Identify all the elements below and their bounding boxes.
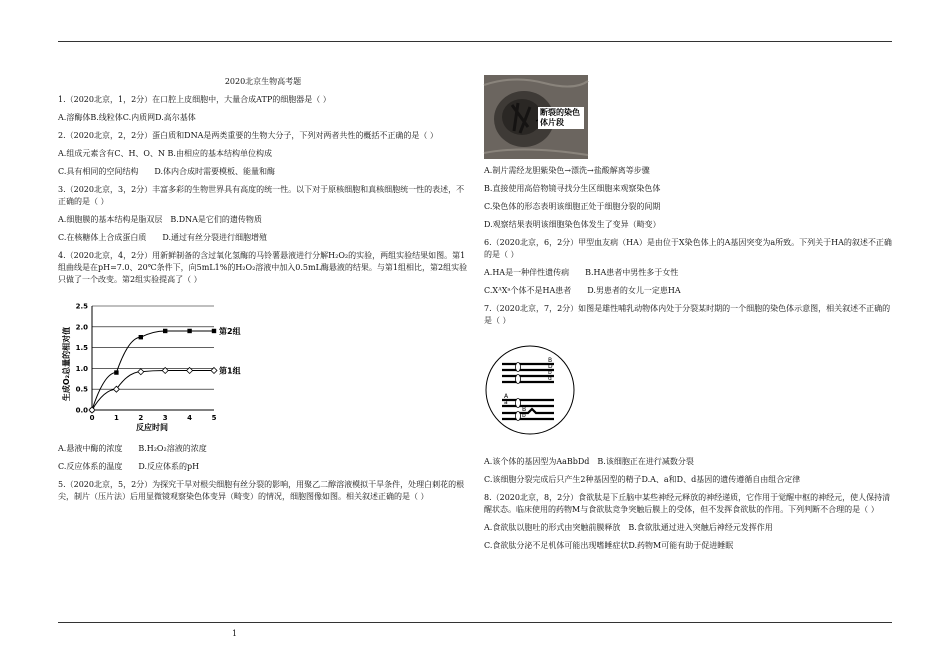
chart-y-tick-label: 0.0	[75, 406, 88, 415]
page-number: 1	[232, 629, 238, 638]
question-2-options-2: C.具有相同的空间结构 D.体内合成时需要模板、能量和酶	[58, 167, 276, 176]
chart-point	[163, 329, 167, 333]
chart-x-tick-label: 2	[138, 414, 144, 422]
chart-point	[187, 329, 191, 333]
left-column	[58, 76, 468, 292]
question-2-options-1: A.组成元素含有C、H、O、N B.由相应的基本结构单位构成	[58, 149, 272, 158]
chart-point	[212, 329, 216, 333]
chart-x-tick-label: 4	[187, 414, 193, 422]
question-7-options-2: C.该细胞分裂完成后只产生2种基因型的精子D.A、a和D、d基因的遗传遵循自由组合定律	[484, 475, 801, 484]
chart-x-tick-label: 0	[89, 414, 95, 422]
chart-point	[114, 370, 118, 374]
chart-y-tick-label: 0.5	[75, 385, 88, 394]
right-column	[484, 165, 892, 333]
gene-label: b	[548, 369, 552, 376]
chart-x-axis-label: 反应时间	[136, 423, 168, 432]
question-2: 2.（2020北京，2，2分）蛋白质和DNA是两类重要的生物大分子，下列对两者共性的概括不正确的是（ ）	[58, 131, 438, 140]
question-3: 3.（2020北京，3，2分）丰富多彩的生物世界具有高度的统一性。以下对于原核细胞和真核细胞统一性的表述，不正确的是（ ）	[58, 185, 465, 206]
reaction-chart	[58, 296, 241, 436]
chart-y-tick-label: 2.0	[75, 323, 88, 332]
question-3-options-1: A.细胞膜的基本结构是脂双层 B.DNA是它们的遗传物质	[58, 215, 262, 224]
chart-x-tick-label: 3	[162, 414, 168, 422]
question-6-options-1: A.HA是一种伴性遗传病 B.HA患者中男性多于女性	[484, 268, 679, 277]
question-5-option-b: B.直接使用高倍物镜寻找分生区细胞来观察染色体	[484, 184, 661, 193]
chart-y-tick-label: 1.5	[75, 344, 88, 353]
micrograph-image	[484, 75, 588, 159]
question-6: 6.（2020北京，6，2分）甲型血友病（HA）是由位于X染色体上的A基因突变为a所致。下列关于HA的叙述不正确的是（ ）	[484, 238, 892, 259]
question-6-options-2: C.XᴬXᵃ个体不是HA患者 D.男患者的女儿一定患HA	[484, 286, 681, 295]
question-7-options-1: A.该个体的基因型为AaBbDd B.该细胞正在进行减数分裂	[484, 457, 694, 466]
chart-series-label: 第2组	[219, 326, 241, 336]
question-3-options-2: C.在核糖体上合成蛋白质 D.通过有丝分裂进行细胞增殖	[58, 233, 268, 242]
chart-y-tick-label: 1.0	[75, 364, 88, 373]
chart-x-tick-label: 1	[113, 414, 119, 422]
question-5-option-d: D.观察结果表明该细胞染色体发生了变异（畸变）	[484, 220, 661, 229]
chart-series-line	[92, 370, 214, 410]
chart-series-label: 第1组	[219, 366, 241, 376]
chart-point	[139, 335, 143, 339]
question-4: 4.（2020北京，4，2分）用新鲜制备的含过氧化氢酶的马铃薯悬液进行分解H₂O₂的实验，两组实验结果如图。第1组曲线是在pH=7.0、20℃条件下，向5mL1%的H₂O₂溶液中加入0.5mL酶悬液的结果。与第1组相比，第2组实验只做了一个改变。第2组实验提高了（ ）	[58, 251, 468, 284]
chart-y-tick-label: 2.5	[75, 302, 88, 311]
right-column-lower	[484, 456, 892, 558]
photo-label: 断裂的染色体片段	[538, 107, 584, 129]
question-1-options: A.溶酶体B.线粒体C.内质网D.高尔基体	[58, 113, 196, 122]
question-8-options-1: A.食欲肽以胞吐的形式由突触前膜释放 B.食欲肽通过进入突触后神经元发挥作用	[484, 523, 773, 532]
question-5-option-c: C.染色体的形态表明该细胞正处于细胞分裂的间期	[484, 202, 661, 211]
top-rule	[58, 41, 892, 42]
chart-point	[138, 369, 144, 375]
chromosome-diagram	[484, 344, 576, 436]
page-title: 2020北京生物高考题	[224, 77, 302, 86]
left-column-lower	[58, 443, 468, 509]
gene-label: d	[548, 375, 552, 382]
question-5-option-a: A.制片需经龙胆紫染色→漂洗→盐酸解离等步骤	[484, 166, 650, 175]
gene-label: B	[548, 357, 553, 364]
question-7: 7.（2020北京，7，2分）如图是雄性哺乳动物体内处于分裂某时期的一个细胞的染色体示意图，相关叙述不正确的是（ ）	[484, 304, 891, 325]
question-4-options-2: C.反应体系的温度 D.反应体系的pH	[58, 462, 200, 471]
chart-y-axis-label: 生成O₂总量的相对值	[62, 326, 71, 402]
gene-label: D	[548, 363, 553, 370]
question-5: 5.（2020北京，5，2分）为探究干旱对根尖细胞有丝分裂的影响，用聚乙二醇溶液模拟干旱条件，处理白刺花的根尖，制片（压片法）后用显微镜观察染色体变异（畸变）的情况，细胞图像如图。相关叙述正确的是（ ）	[58, 480, 465, 501]
gene-label: A	[504, 393, 509, 400]
question-8: 8.（2020北京，8，2分）食欲肽是下丘脑中某些神经元释放的神经递质，它作用于觉醒中枢的神经元，使人保持清醒状态。临床使用的药物M与食欲肽竞争突触后膜上的受体，但不发挥食欲肽的作用。下列判断不合理的是（ ）	[484, 493, 891, 514]
chart-x-tick-label: 5	[211, 414, 217, 422]
gene-label: a	[504, 399, 508, 406]
gene-label: b	[522, 412, 526, 419]
gene-label: B	[522, 406, 527, 413]
bottom-rule	[58, 622, 892, 623]
question-8-options-2: C.食欲肽分泌不足机体可能出现嗜睡症状D.药物M可能有助于促进睡眠	[484, 541, 734, 550]
question-1: 1.（2020北京，1，2分）在口腔上皮细胞中，大量合成ATP的细胞器是（ ）	[58, 95, 331, 104]
question-4-options-1: A.悬液中酶的浓度 B.H₂O₂溶液的浓度	[58, 444, 207, 453]
